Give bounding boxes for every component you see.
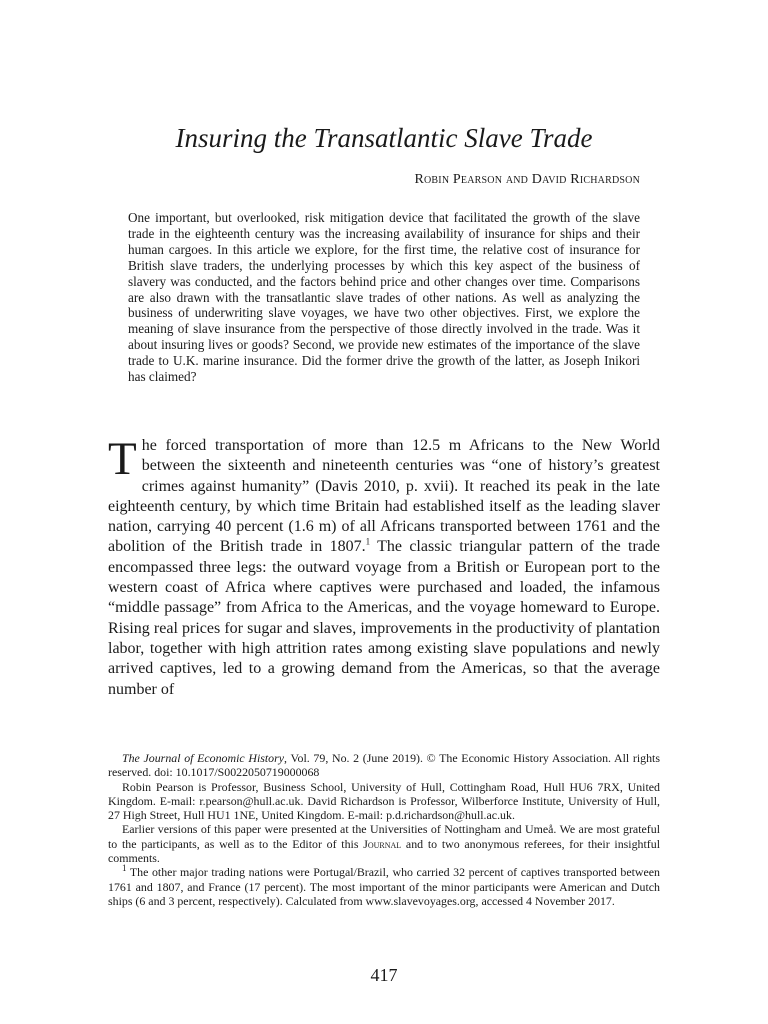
ack-journal: Journal (363, 836, 402, 851)
acknowledgements (108, 822, 660, 865)
journal-citation (108, 751, 660, 780)
footnote-1 (108, 865, 660, 908)
body-text-part1: he forced transportation of more than 12.5 m Africans to the New World between the sixteenth and nineteenth centuries was “one of history’s greatest crimes against humanity” (Davis 2010, p. xvii). It reached its peak in the late eighteenth century, by which time Britain had established itself as the leading slaver nation, carrying 40 percent (1.6 m) of all Africans transported between 1761 and the abolition of the British trade in 1807. (108, 437, 660, 556)
article-title: Insuring the Transatlantic Slave Trade (175, 123, 593, 153)
ack-text-2: and to two anonymous referees, for their insightful comments. (108, 836, 661, 866)
body-text-part2: The classic triangular pattern of the trade encompassed three legs: the outward voyage from a British or European port to the western coast of Africa where captives were purchased and loaded, the infamous “middle passage” from Africa to the Americas, and the voyage homeward to Europe. Rising real prices for sugar and slaves, improvements in the productivity of plantation labor, together with high attrition rates among existing slave populations and newly arrived captives, led to a growing demand from the Americas, so that the average number of (108, 538, 661, 698)
drop-cap: T (108, 433, 137, 485)
article-abstract: One important, but overlooked, risk mitigation device that facilitated the growth of the slave trade in the eighteenth century was the increasing availability of insurance for ships and their human cargoes. In this article we explore, for the first time, the relative cost of insurance for British slave traders, the underlying processes by which this key aspect of the business of slavery was conducted, and the factors behind price and other changes over time. Comparisons are also drawn with the transatlantic slave trades of other nations. As well as analyzing the business of underwriting slave voyages, we have two other objectives. First, we explore the meaning of slave insurance from the perspective of those directly involved in the trade. Was it about insuring lives or goods? Second, we provide new estimates of the importance of the slave trade to U.K. marine insurance. Did the former drive the growth of the latter, as Joseph Inikori has claimed? (128, 210, 640, 385)
journal-citation-text: , Vol. 79, No. 2 (June 2019). © The Economic History Association. All rights reserved. doi: 10.1017/S0022050719000068 (108, 751, 660, 780)
footnote-1-text: The other major trading nations were Portugal/Brazil, who carried 32 percent of captives transported between 1761 and 1807, and France (17 percent). The most important of the minor participants were American and Dutch ships (6 and 3 percent, respectively). Calculated from www.slavevoyages.org, accessed 4 November 2017. (108, 865, 660, 908)
footnotes-section (108, 751, 660, 908)
footnote-ref-1[interactable]: 1 (365, 537, 371, 548)
footnote-1-marker: 1 (122, 863, 127, 874)
page-number: 417 (370, 965, 398, 985)
author-affiliations: Robin Pearson is Professor, Business School, University of Hull, Cottingham Road, Hull HU6 7RX, United Kingdom. E-mail: r.pearson@hull.ac.uk. David Richardson is Professor, Wilberforce Institute, University of Hull, 27 High Street, Hull HU1 1NE, United Kingdom. E-mail: p.d.richardson@hull.ac.uk. (108, 779, 660, 823)
ack-text-1: Earlier versions of this paper were presented at the Universities of Nottingham and Umeå. We are most grateful to the participants, as well as to the Editor of this (108, 822, 660, 851)
article-body (108, 433, 661, 700)
article-authors: Robin Pearson and David Richardson (414, 172, 640, 187)
journal-name: The Journal of Economic History (122, 751, 285, 765)
